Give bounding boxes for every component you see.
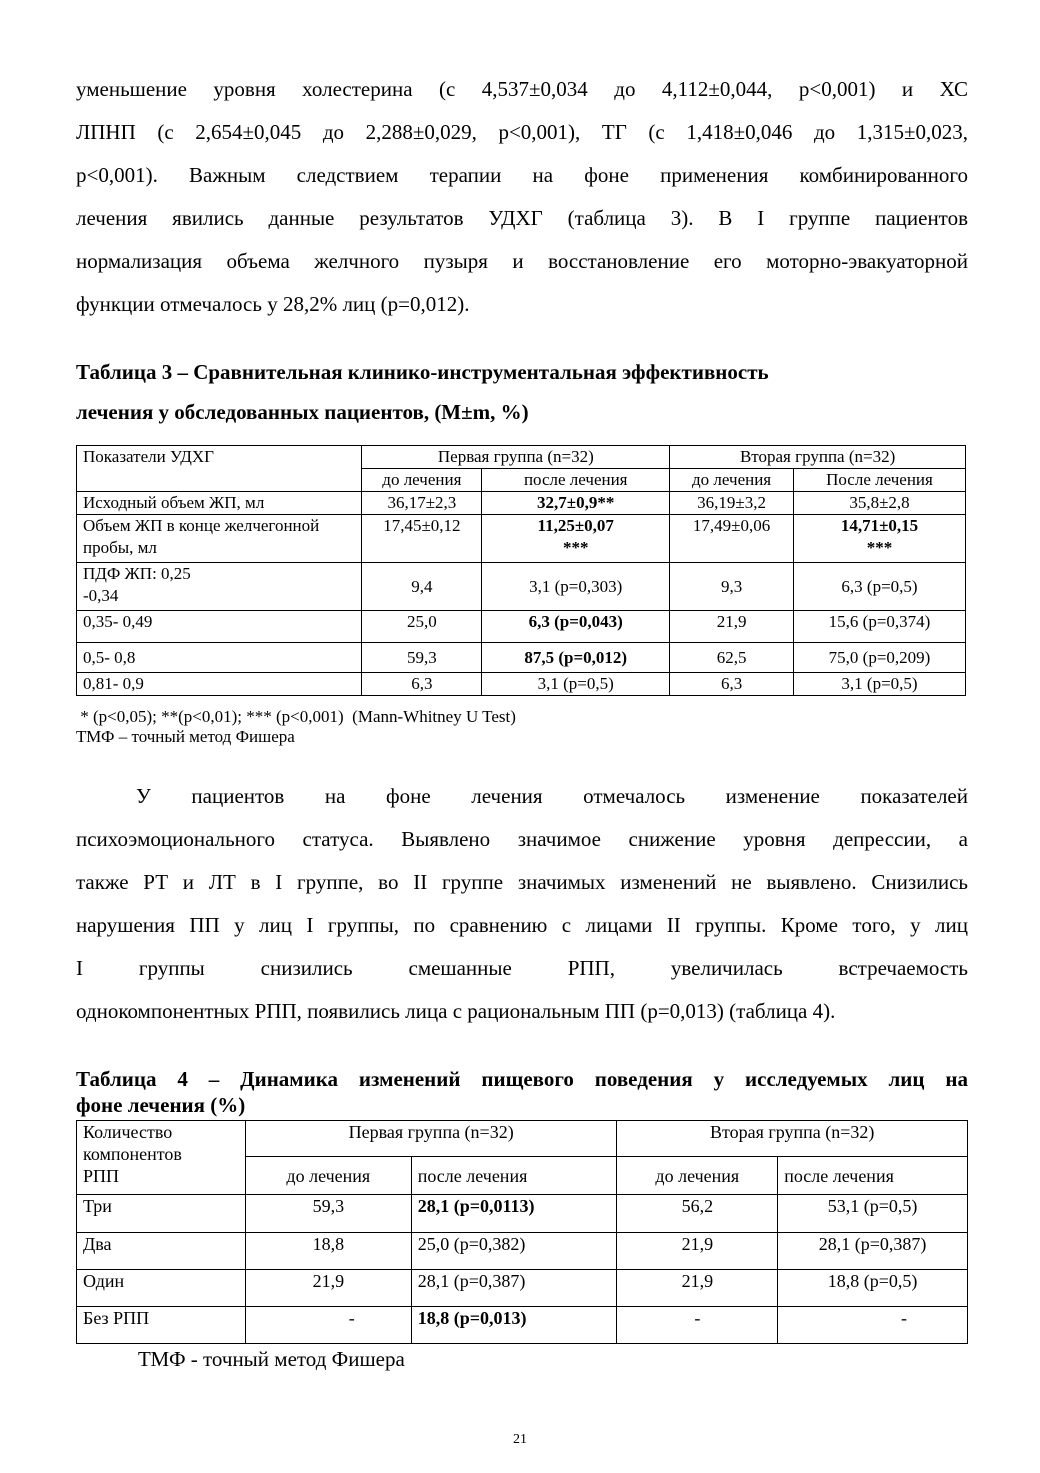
cell: 6,3 (p=0,043) [482, 611, 670, 643]
cell: 87,5 (p=0,012) [482, 643, 670, 673]
cell: 36,17±2,3 [362, 492, 482, 515]
cell: 6,3 (p=0,5) [793, 563, 965, 611]
header-after: после лечения [411, 1157, 617, 1195]
header-indicator: Количество компонентов РПП [77, 1121, 246, 1195]
cell: 59,3 [362, 643, 482, 673]
header-before: до лечения [670, 469, 794, 492]
cell: 9,4 [362, 563, 482, 611]
row-label: Один [77, 1270, 246, 1307]
cell: 21,9 [670, 611, 794, 643]
cell: 62,5 [670, 643, 794, 673]
cell: 25,0 (p=0,382) [411, 1233, 617, 1270]
cell: 59,3 [245, 1195, 411, 1233]
cell: 28,1 (p=0,0113) [411, 1195, 617, 1233]
header-after: после лечения [482, 469, 670, 492]
text-line: I группы снизились смешанные РПП, увеличилась встречаемость [76, 956, 968, 980]
cell: 3,1 (p=0,303) [482, 563, 670, 611]
cell: 18,8 (p=0,013) [411, 1307, 617, 1344]
header-group2: Вторая группа (n=32) [670, 446, 966, 469]
row-label: Без РПП [77, 1307, 246, 1344]
header-before: до лечения [617, 1157, 778, 1195]
table-row [77, 1195, 968, 1233]
row-label: Исходный объем ЖП, мл [77, 492, 362, 515]
cell: 17,45±0,12 [362, 515, 482, 563]
text-line: нормализация объема желчного пузыря и восстановление его моторно-эвакуаторной [76, 249, 968, 273]
cell: 75,0 (p=0,209) [793, 643, 965, 673]
cell: 28,1 (p=0,387) [411, 1270, 617, 1307]
text-line: уменьшение уровня холестерина (с 4,537±0,034 до 4,112±0,044, p<0,001) и ХС [76, 77, 968, 101]
table3-footnotes [76, 707, 968, 747]
text-line: функции отмечалось у 28,2% лиц (p=0,012). [76, 292, 470, 316]
text-line: однокомпонентных РПП, появились лица с рациональным ПП (p=0,013) (таблица 4). [76, 999, 836, 1023]
row-label: 0,81- 0,9 [77, 673, 362, 696]
cell: 53,1 (p=0,5) [778, 1195, 968, 1233]
row-label: Три [77, 1195, 246, 1233]
cell: 56,2 [617, 1195, 778, 1233]
paragraph-2 [76, 775, 968, 1033]
cell: 6,3 [362, 673, 482, 696]
table4-footnote: ТМФ - точный метод Фишера [138, 1347, 405, 1371]
table-3 [76, 445, 966, 696]
cell: 21,9 [617, 1270, 778, 1307]
paragraph-1 [76, 68, 968, 326]
cell: 36,19±3,2 [670, 492, 794, 515]
text-line: ЛПНП (с 2,654±0,045 до 2,288±0,029, p<0,001), ТГ (с 1,418±0,046 до 1,315±0,023, [76, 120, 968, 144]
cell: 11,25±0,07 *** [482, 515, 670, 563]
table4-caption [76, 1062, 968, 1117]
header-group1: Первая группа (n=32) [245, 1121, 616, 1157]
cell: 14,71±0,15 *** [793, 515, 965, 563]
cell: - [778, 1307, 968, 1344]
caption-line: Таблица 4 – Динамика изменений пищевого поведения у исследуемых лиц на [76, 1067, 968, 1091]
cell: 25,0 [362, 611, 482, 643]
cell: 21,9 [245, 1270, 411, 1307]
header-after: После лечения [793, 469, 965, 492]
cell: 3,1 (p=0,5) [482, 673, 670, 696]
table-row [77, 1233, 968, 1270]
header-indicator: Показатели УДХГ [77, 446, 362, 492]
cell: 21,9 [617, 1233, 778, 1270]
cell: 32,7±0,9** [482, 492, 670, 515]
cell: 15,6 (p=0,374) [793, 611, 965, 643]
header-group1: Первая группа (n=32) [362, 446, 670, 469]
text-line: нарушения ПП у лиц I группы, по сравнению с лицами II группы. Кроме того, у лиц [76, 913, 968, 937]
cell: 18,8 [245, 1233, 411, 1270]
header-before: до лечения [245, 1157, 411, 1195]
text-line: У пациентов на фоне лечения отмечалось изменение показателей [136, 784, 968, 808]
cell: - [617, 1307, 778, 1344]
cell: 18,8 (p=0,5) [778, 1270, 968, 1307]
footnote: * (p<0,05); **(p<0,01); *** (p<0,001) (Mann-Whitney U Test) [76, 707, 516, 726]
cell: 6,3 [670, 673, 794, 696]
table-row [77, 611, 966, 643]
row-label: Объем ЖП в конце желчегонной пробы, мл [77, 515, 362, 563]
cell: - [245, 1307, 411, 1344]
caption-line: Таблица 3 – Сравнительная клинико-инструментальная эффективность [76, 360, 769, 384]
caption-line: фоне лечения (%) [76, 1093, 246, 1117]
text-line: также РТ и ЛТ в I группе, во II группе значимых изменений не выявлено. Снизились [76, 870, 968, 894]
table-row [77, 515, 966, 563]
table-row [77, 1270, 968, 1307]
header-after: после лечения [778, 1157, 968, 1195]
table-row [77, 673, 966, 696]
header-group2: Вторая группа (n=32) [617, 1121, 968, 1157]
cell: 28,1 (p=0,387) [778, 1233, 968, 1270]
caption-line: лечения у обследованных пациентов, (M±m, %) [76, 400, 529, 424]
table-header-row [77, 446, 966, 469]
cell: 17,49±0,06 [670, 515, 794, 563]
text-line: p<0,001). Важным следствием терапии на фоне применения комбинированного [76, 163, 968, 187]
table-4 [76, 1120, 968, 1344]
cell: 9,3 [670, 563, 794, 611]
cell: 35,8±2,8 [793, 492, 965, 515]
cell: 3,1 (p=0,5) [793, 673, 965, 696]
table-row [77, 643, 966, 673]
row-label: 0,35- 0,49 [77, 611, 362, 643]
table3-caption [76, 352, 968, 432]
row-label: ПДФ ЖП: 0,25 -0,34 [77, 563, 362, 611]
table-row [77, 563, 966, 611]
footnote: ТМФ – точный метод Фишера [76, 727, 295, 746]
text-line: психоэмоционального статуса. Выявлено значимое снижение уровня депрессии, а [76, 827, 968, 851]
text-line: лечения явились данные результатов УДХГ (таблица 3). В I группе пациентов [76, 206, 968, 230]
table-row [77, 492, 966, 515]
table-header-row [77, 1121, 968, 1157]
table-row [77, 1307, 968, 1344]
page-number: 21 [513, 1432, 527, 1447]
header-before: до лечения [362, 469, 482, 492]
row-label: 0,5- 0,8 [77, 643, 362, 673]
row-label: Два [77, 1233, 246, 1270]
